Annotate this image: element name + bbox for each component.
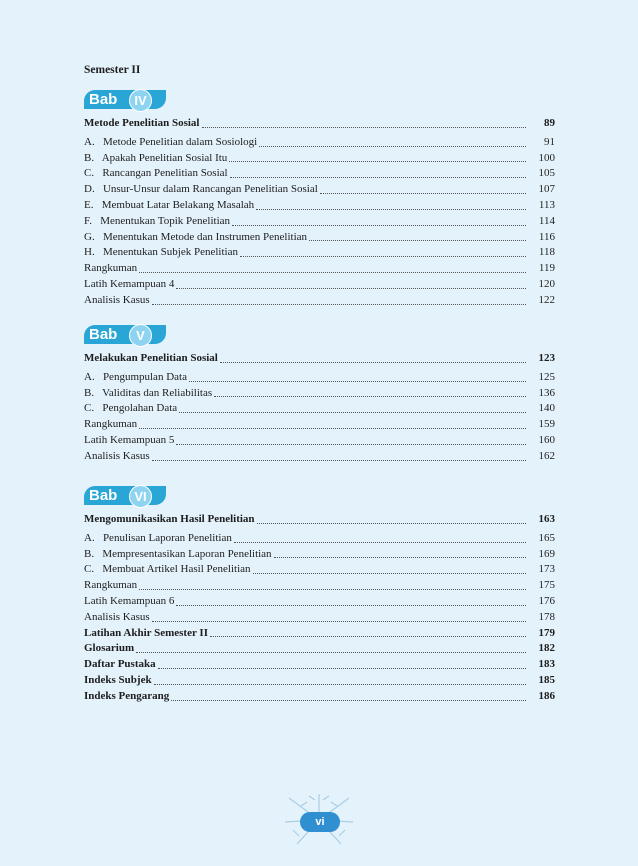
page-ref: 91 [544, 135, 555, 148]
chapter-title: Melakukan Penelitian Sosial [84, 352, 218, 364]
page-ref: 169 [538, 547, 555, 560]
entry-label: B. Apakah Penelitian Sosial Itu [84, 151, 228, 164]
entry-label: A. Pengumpulan Data [84, 370, 187, 383]
bab-label: Bab [89, 91, 118, 108]
toc-entry[interactable] [84, 277, 555, 293]
leader-dots [240, 255, 526, 257]
leader-dots [189, 380, 526, 382]
leader-dots [256, 208, 526, 210]
leader-dots [179, 411, 526, 413]
chapter-numeral: V [129, 324, 152, 347]
toc-entry[interactable] [84, 214, 555, 230]
entry-label: Latihan Akhir Semester II [84, 626, 208, 639]
chapter-badge [84, 322, 555, 344]
chapter-badge [84, 483, 555, 505]
entry-label: E. Membuat Latar Belakang Masalah [84, 198, 255, 211]
leader-dots [309, 239, 526, 241]
chapter-iv [84, 87, 555, 309]
page-ref: 116 [538, 230, 555, 243]
entry-label: Analisis Kasus [84, 449, 150, 462]
leader-dots [139, 271, 526, 273]
page-ref: 120 [538, 277, 555, 290]
chapter-title-row[interactable] [84, 116, 555, 132]
toc-entry[interactable] [84, 562, 555, 578]
leader-dots [230, 176, 526, 178]
page-ref: 175 [538, 579, 555, 592]
toc-entry[interactable] [84, 261, 555, 277]
entry-label: Indeks Pengarang [84, 689, 170, 702]
page-ref: 162 [538, 449, 555, 462]
toc-entry[interactable] [84, 166, 555, 182]
leader-dots [152, 459, 526, 461]
page-ref: 118 [538, 246, 555, 259]
leader-dots [320, 192, 526, 194]
page-ref: 114 [538, 214, 555, 227]
page-ref: 165 [538, 531, 555, 544]
page-ref: 100 [538, 151, 555, 164]
entry-label: A. Metode Penelitian dalam Sosiologi [84, 135, 258, 148]
chapter-title: Mengomunikasikan Hasil Penelitian [84, 513, 255, 525]
entry-label: Daftar Pustaka [84, 658, 156, 671]
page-ref: 179 [538, 626, 555, 639]
toc-entry[interactable] [84, 293, 555, 309]
leader-dots [210, 635, 526, 637]
chapter-badge [84, 87, 555, 109]
page-ref: 186 [538, 689, 555, 702]
entry-label: H. Menentukan Subjek Penelitian [84, 246, 238, 259]
toc-entry[interactable] [84, 657, 555, 673]
chapter-vi [84, 483, 555, 705]
toc-entry[interactable] [84, 594, 555, 610]
leader-dots [158, 667, 526, 669]
bab-label: Bab [89, 326, 118, 343]
page-ref: 136 [538, 386, 555, 399]
page-ref: 182 [538, 642, 555, 655]
page-ref: 176 [538, 594, 555, 607]
entry-label: Latih Kemampuan 6 [84, 594, 175, 607]
toc-entry[interactable] [84, 370, 555, 386]
leader-dots [139, 427, 526, 429]
entry-label: B. Validitas dan Reliabilitas [84, 386, 213, 399]
chapter-title-row[interactable] [84, 351, 555, 367]
leader-dots [220, 361, 526, 363]
toc-entry[interactable] [84, 673, 555, 689]
page-ref: 183 [538, 658, 555, 671]
entry-label: G. Menentukan Metode dan Instrumen Penelitian [84, 230, 308, 243]
page-ref: 125 [538, 370, 555, 383]
chapter-v [84, 322, 555, 465]
entry-label: Rangkuman [84, 579, 138, 592]
leader-dots [154, 683, 526, 685]
entry-label: C. Pengolahan Data [84, 402, 178, 415]
leader-dots [274, 556, 526, 558]
leader-dots [171, 699, 526, 701]
page-ref: 123 [538, 352, 555, 364]
toc-entry[interactable] [84, 626, 555, 642]
toc-entry[interactable] [84, 610, 555, 626]
leader-dots [152, 303, 526, 305]
page-ref: 160 [538, 433, 555, 446]
entry-label: Rangkuman [84, 418, 138, 431]
chapter-title-row[interactable] [84, 512, 555, 528]
leader-dots [257, 522, 526, 524]
page-ref: 163 [538, 513, 555, 525]
page-ref: 107 [538, 183, 555, 196]
chapter-numeral: IV [129, 89, 152, 112]
leader-dots [136, 651, 526, 653]
leader-dots [139, 588, 526, 590]
entry-label: C. Membuat Artikel Hasil Penelitian [84, 563, 251, 576]
entry-label: A. Penulisan Laporan Penelitian [84, 531, 232, 544]
entry-label: Rangkuman [84, 262, 138, 275]
toc-entry[interactable] [84, 198, 555, 214]
leader-dots [229, 160, 526, 162]
entry-label: C. Rancangan Penelitian Sosial [84, 167, 228, 180]
page-ref: 113 [538, 198, 555, 211]
page-ref: 173 [538, 563, 555, 576]
toc-entry[interactable] [84, 578, 555, 594]
leader-dots [253, 572, 526, 574]
toc-entry[interactable] [84, 386, 555, 402]
toc-entry[interactable] [84, 245, 555, 261]
leader-dots [259, 145, 526, 147]
chapter-title: Metode Penelitian Sosial [84, 117, 200, 129]
entry-label: B. Mempresentasikan Laporan Penelitian [84, 547, 272, 560]
toc-entry[interactable] [84, 182, 555, 198]
page-number-badge: vi [300, 812, 340, 832]
entry-label: D. Unsur-Unsur dalam Rancangan Penelitian Sosial [84, 183, 318, 196]
bab-label: Bab [89, 487, 118, 504]
page-ref: 89 [544, 117, 555, 129]
toc-entry[interactable] [84, 401, 555, 417]
page-ref: 105 [538, 167, 555, 180]
leader-dots [152, 620, 526, 622]
toc-entry[interactable] [84, 689, 555, 705]
entry-label: Analisis Kasus [84, 610, 150, 623]
toc-entry[interactable] [84, 547, 555, 563]
chapter-numeral: VI [129, 485, 152, 508]
toc-entry[interactable] [84, 449, 555, 465]
entry-label: Indeks Subjek [84, 673, 152, 686]
toc-entry[interactable] [84, 417, 555, 433]
leader-dots [202, 126, 527, 128]
toc-entry[interactable] [84, 151, 555, 167]
leader-dots [176, 287, 526, 289]
leader-dots [232, 224, 526, 226]
toc-entry[interactable] [84, 531, 555, 547]
entry-label: Latih Kemampuan 4 [84, 277, 175, 290]
leader-dots [214, 395, 526, 397]
page-ref: 140 [538, 402, 555, 415]
entry-label: Analisis Kasus [84, 293, 150, 306]
semester-heading: Semester II [84, 64, 141, 76]
toc-entry[interactable] [84, 230, 555, 246]
leader-dots [234, 541, 526, 543]
toc-entry[interactable] [84, 641, 555, 657]
toc-entry[interactable] [84, 135, 555, 151]
page-ref: 159 [538, 418, 555, 431]
page-ref: 185 [538, 673, 555, 686]
entry-label: F. Menentukan Topik Penelitian [84, 214, 231, 227]
toc-entry[interactable] [84, 433, 555, 449]
leader-dots [176, 604, 526, 606]
leader-dots [176, 443, 526, 445]
entry-label: Glosarium [84, 642, 135, 655]
page-ref: 122 [538, 293, 555, 306]
page-ref: 119 [538, 262, 555, 275]
backmatter-list [84, 626, 555, 705]
page-ref: 178 [538, 610, 555, 623]
entry-label: Latih Kemampuan 5 [84, 433, 175, 446]
